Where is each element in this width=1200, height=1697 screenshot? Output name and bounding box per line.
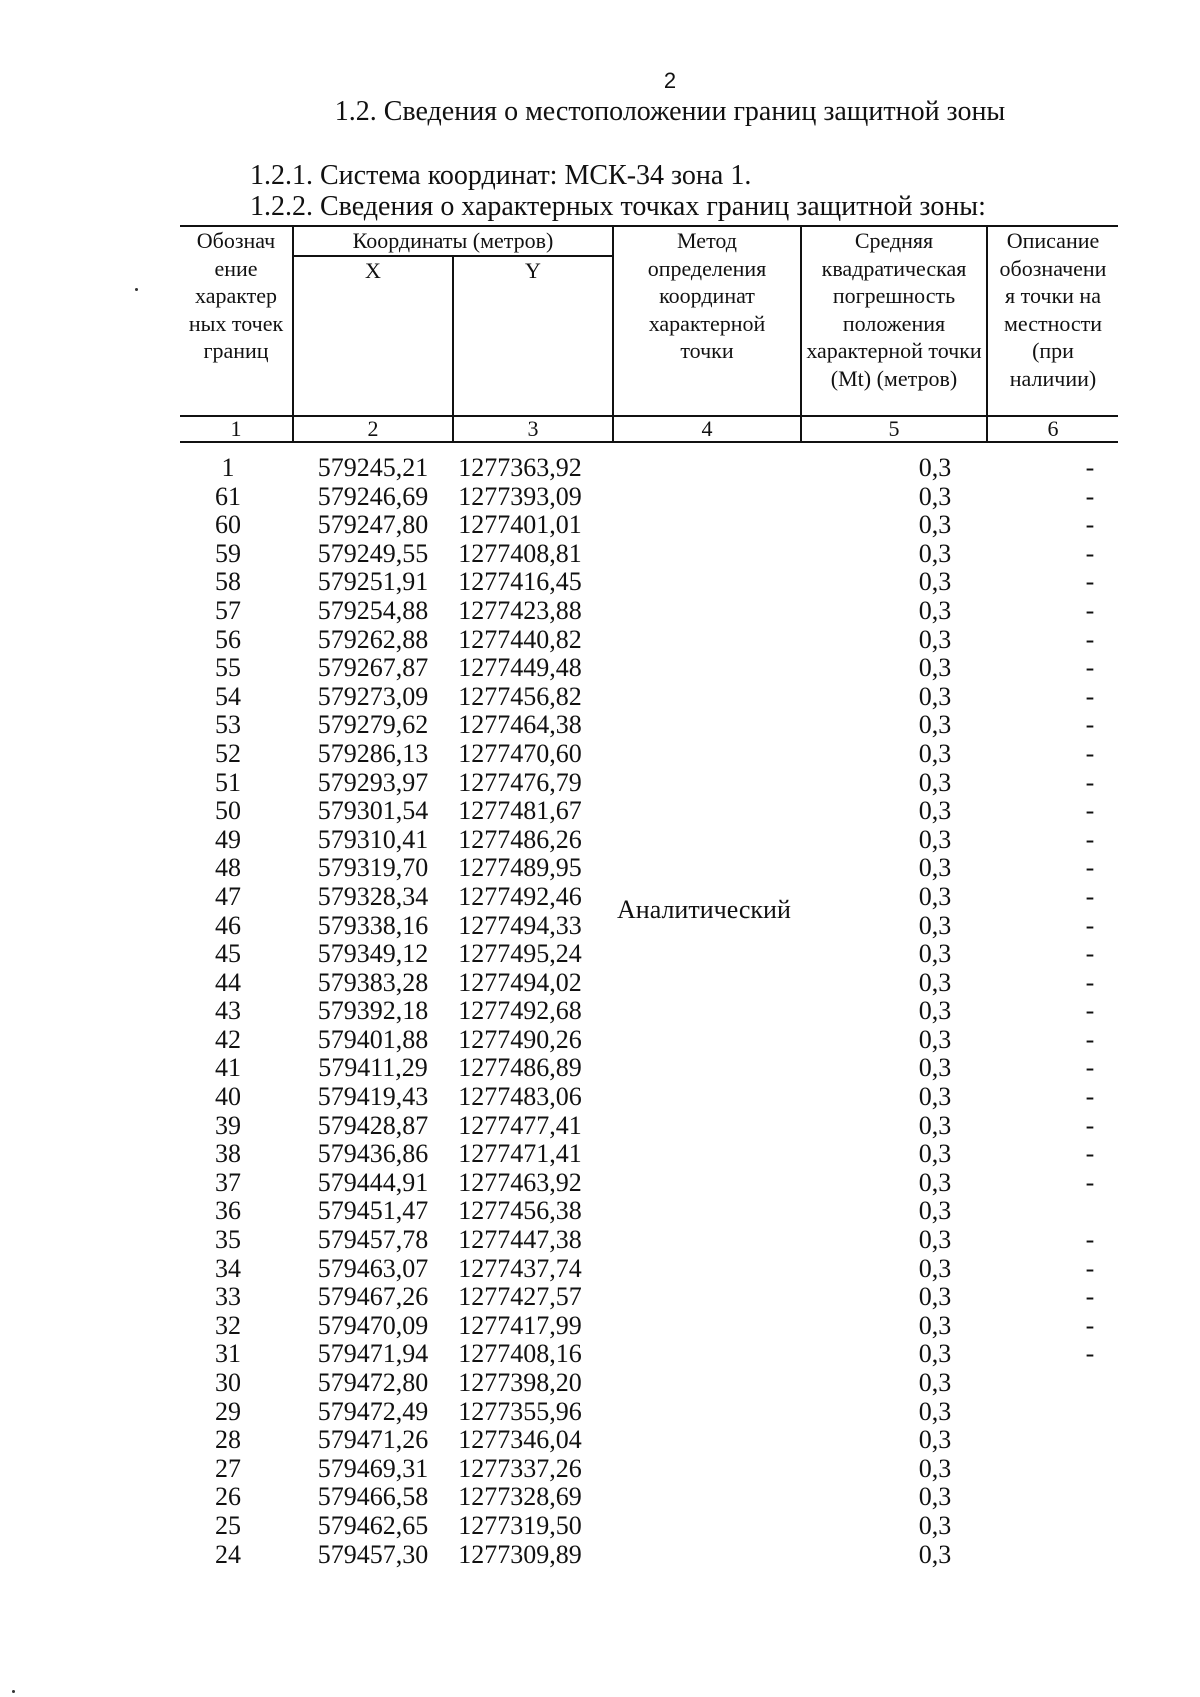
description-cell: -: [1085, 624, 1095, 654]
mean-error-cell: 0,3: [918, 453, 952, 482]
table-row: [180, 1312, 1118, 1341]
y-coordinate-cell: 1277408,81: [458, 538, 582, 568]
table-row: [180, 1455, 1118, 1484]
point-number-cell: 24: [215, 1539, 241, 1569]
y-coordinate-cell: 1277492,46: [458, 881, 582, 911]
mean-error-cell: 0,3: [918, 710, 952, 740]
x-coordinate-cell: 579383,28: [317, 967, 429, 997]
points-heading: 1.2.2. Сведения о характерных точках границ защитной зоны:: [250, 191, 986, 222]
y-coordinate-cell: 1277495,24: [458, 939, 582, 969]
y-coordinate-cell: 1277437,74: [458, 1253, 582, 1283]
description-cell: -: [1085, 853, 1095, 883]
table-row: [180, 854, 1118, 883]
table-row: [180, 1340, 1118, 1369]
point-number-cell: 33: [215, 1282, 241, 1312]
y-coordinate-cell: 1277427,57: [458, 1282, 582, 1312]
table-row: [180, 797, 1118, 826]
table-row: [180, 683, 1118, 712]
x-coordinate-cell: 579310,41: [317, 824, 429, 854]
point-number-cell: 52: [215, 738, 241, 768]
description-cell: -: [1085, 796, 1095, 826]
mean-error-cell: 0,3: [918, 481, 952, 511]
point-number-cell: 36: [215, 1196, 241, 1226]
point-number-cell: 56: [215, 624, 241, 654]
y-coordinate-cell: 1277401,01: [458, 510, 582, 540]
x-coordinate-cell: 579249,55: [317, 538, 429, 568]
description-cell: -: [1085, 1082, 1095, 1112]
table-row: [180, 597, 1118, 626]
mean-error-cell: 0,3: [918, 996, 952, 1026]
x-coordinate-cell: 579457,30: [317, 1539, 429, 1569]
description-cell: -: [1085, 767, 1095, 797]
x-coordinate-cell: 579462,65: [317, 1510, 429, 1540]
point-number-cell: 37: [215, 1167, 241, 1197]
table-row: [180, 1226, 1118, 1255]
point-number-cell: 35: [215, 1225, 241, 1255]
mean-error-cell: 0,3: [918, 1167, 952, 1197]
description-cell: -: [1085, 510, 1095, 540]
point-number-cell: 55: [215, 653, 241, 683]
mean-error-cell: 0,3: [918, 1510, 952, 1540]
point-number-cell: 53: [215, 710, 241, 740]
x-coordinate-cell: 579251,91: [317, 567, 429, 597]
point-number-cell: 58: [215, 567, 241, 597]
point-number-cell: 44: [215, 967, 241, 997]
header-description: Описание обозначени я точки на местности (при наличии): [987, 226, 1118, 416]
point-number-cell: 40: [215, 1082, 241, 1112]
description-cell: -: [1085, 881, 1095, 911]
mean-error-cell: 0,3: [918, 881, 952, 911]
point-number-cell: 1: [221, 453, 235, 482]
mean-error-cell: 0,3: [918, 1310, 952, 1340]
header-method: Метод определения координат характерной точки: [613, 226, 801, 416]
description-cell: -: [1085, 738, 1095, 768]
table-row: [180, 1541, 1118, 1570]
x-coordinate-cell: 579349,12: [317, 939, 429, 969]
table-row: [180, 483, 1118, 512]
x-coordinate-cell: 579469,31: [317, 1453, 429, 1483]
mean-error-cell: 0,3: [918, 567, 952, 597]
description-cell: -: [1085, 1339, 1095, 1369]
description-cell: -: [1085, 1167, 1095, 1197]
y-coordinate-cell: 1277477,41: [458, 1110, 582, 1140]
column-number: 2: [293, 416, 453, 442]
table-row: [180, 1398, 1118, 1427]
table-row: [180, 711, 1118, 740]
column-number: 6: [987, 416, 1118, 442]
x-coordinate-cell: 579301,54: [317, 796, 429, 826]
y-coordinate-cell: 1277355,96: [458, 1396, 582, 1426]
y-coordinate-cell: 1277486,89: [458, 1053, 582, 1083]
description-cell: -: [1085, 481, 1095, 511]
point-number-cell: 48: [215, 853, 241, 883]
mean-error-cell: 0,3: [918, 967, 952, 997]
mean-error-cell: 0,3: [918, 1396, 952, 1426]
table-row: [180, 1255, 1118, 1284]
mean-error-cell: 0,3: [918, 796, 952, 826]
point-number-cell: 25: [215, 1510, 241, 1540]
x-coordinate-cell: 579472,49: [317, 1396, 429, 1426]
table-row: [180, 454, 1118, 483]
y-coordinate-cell: 1277489,95: [458, 853, 582, 883]
x-coordinate-cell: 579392,18: [317, 996, 429, 1026]
y-coordinate-cell: 1277494,02: [458, 967, 582, 997]
mean-error-cell: 0,3: [918, 824, 952, 854]
mean-error-cell: 0,3: [918, 1482, 952, 1512]
x-coordinate-cell: 579470,09: [317, 1310, 429, 1340]
y-coordinate-cell: 1277476,79: [458, 767, 582, 797]
table-row: [180, 1026, 1118, 1055]
column-number: 5: [801, 416, 987, 442]
mean-error-cell: 0,3: [918, 1225, 952, 1255]
y-coordinate-cell: 1277456,38: [458, 1196, 582, 1226]
y-coordinate-cell: 1277483,06: [458, 1082, 582, 1112]
table-body: [180, 454, 1118, 1569]
y-coordinate-cell: 1277456,82: [458, 681, 582, 711]
mean-error-cell: 0,3: [918, 1139, 952, 1169]
table-row: [180, 1112, 1118, 1141]
y-coordinate-cell: 1277481,67: [458, 796, 582, 826]
point-number-cell: 49: [215, 824, 241, 854]
y-coordinate-cell: 1277447,38: [458, 1225, 582, 1255]
mean-error-cell: 0,3: [918, 910, 952, 940]
table-row: [180, 1140, 1118, 1169]
mean-error-cell: 0,3: [918, 510, 952, 540]
y-coordinate-cell: 1277464,38: [458, 710, 582, 740]
mean-error-cell: 0,3: [918, 681, 952, 711]
point-number-cell: 34: [215, 1253, 241, 1283]
x-coordinate-cell: 579411,29: [318, 1053, 428, 1083]
table-row: [180, 1054, 1118, 1083]
scan-speck-bottom: [12, 1690, 15, 1693]
method-value: Аналитический: [617, 895, 791, 924]
y-coordinate-cell: 1277337,26: [458, 1453, 582, 1483]
point-number-cell: 59: [215, 538, 241, 568]
y-coordinate-cell: 1277440,82: [458, 624, 582, 654]
point-number-cell: 30: [215, 1368, 241, 1397]
table-row: [180, 997, 1118, 1026]
description-cell: -: [1085, 967, 1095, 997]
x-coordinate-cell: 579262,88: [317, 624, 429, 654]
table-row: [180, 1169, 1118, 1198]
mean-error-cell: 0,3: [918, 653, 952, 683]
table-row: [180, 568, 1118, 597]
header-x: X: [293, 256, 453, 416]
y-coordinate-cell: 1277309,89: [458, 1539, 582, 1569]
description-cell: -: [1085, 939, 1095, 969]
description-cell: -: [1085, 996, 1095, 1026]
table-row: [180, 769, 1118, 798]
table-row: [180, 1083, 1118, 1112]
point-number-cell: 45: [215, 939, 241, 969]
table-header: [180, 225, 1118, 443]
y-coordinate-cell: 1277416,45: [458, 567, 582, 597]
x-coordinate-cell: 579419,43: [317, 1082, 429, 1112]
column-number: 3: [453, 416, 613, 442]
y-coordinate-cell: 1277328,69: [458, 1482, 582, 1512]
point-number-cell: 54: [215, 681, 241, 711]
mean-error-cell: 0,3: [918, 1425, 952, 1455]
point-number-cell: 41: [215, 1053, 241, 1083]
x-coordinate-cell: 579247,80: [317, 510, 429, 540]
y-coordinate-cell: 1277363,92: [458, 453, 582, 482]
x-coordinate-cell: 579466,58: [317, 1482, 429, 1512]
x-coordinate-cell: 579338,16: [317, 910, 429, 940]
y-coordinate-cell: 1277492,68: [458, 996, 582, 1026]
x-coordinate-cell: 579463,07: [317, 1253, 429, 1283]
point-number-cell: 27: [215, 1453, 241, 1483]
y-coordinate-cell: 1277408,16: [458, 1339, 582, 1369]
description-cell: -: [1085, 710, 1095, 740]
x-coordinate-cell: 579319,70: [317, 853, 429, 883]
table-row: [180, 1283, 1118, 1312]
point-number-cell: 28: [215, 1425, 241, 1455]
point-number-cell: 43: [215, 996, 241, 1026]
y-coordinate-cell: 1277470,60: [458, 738, 582, 768]
description-cell: -: [1085, 538, 1095, 568]
y-coordinate-cell: 1277494,33: [458, 910, 582, 940]
mean-error-cell: 0,3: [918, 1339, 952, 1369]
table-row: [180, 626, 1118, 655]
mean-error-cell: 0,3: [918, 1024, 952, 1054]
table-row: [180, 1483, 1118, 1512]
table-row: [180, 740, 1118, 769]
y-coordinate-cell: 1277417,99: [458, 1310, 582, 1340]
y-coordinate-cell: 1277449,48: [458, 653, 582, 683]
mean-error-cell: 0,3: [918, 853, 952, 883]
description-cell: -: [1085, 1310, 1095, 1340]
mean-error-cell: 0,3: [918, 624, 952, 654]
x-coordinate-cell: 579246,69: [317, 481, 429, 511]
x-coordinate-cell: 579451,47: [317, 1196, 429, 1226]
point-number-cell: 31: [215, 1339, 241, 1369]
header-mean-error: Средняя квадратическая погрешность положения характерной точки (Mt) (метров): [801, 226, 987, 416]
description-cell: -: [1085, 1053, 1095, 1083]
description-cell: -: [1085, 1139, 1095, 1169]
x-coordinate-cell: 579457,78: [317, 1225, 429, 1255]
description-cell: -: [1085, 824, 1095, 854]
mean-error-cell: 0,3: [918, 1110, 952, 1140]
description-cell: -: [1085, 910, 1095, 940]
y-coordinate-cell: 1277398,20: [458, 1368, 582, 1397]
point-number-cell: 46: [215, 910, 241, 940]
point-number-cell: 32: [215, 1310, 241, 1340]
table-row: [180, 1197, 1118, 1226]
y-coordinate-cell: 1277393,09: [458, 481, 582, 511]
x-coordinate-cell: 579467,26: [317, 1282, 429, 1312]
mean-error-cell: 0,3: [918, 1082, 952, 1112]
mean-error-cell: 0,3: [918, 1453, 952, 1483]
table-row: [180, 540, 1118, 569]
point-number-cell: 61: [215, 481, 241, 511]
scan-speck-left: [135, 288, 138, 291]
point-number-cell: 50: [215, 796, 241, 826]
mean-error-cell: 0,3: [918, 1539, 952, 1569]
mean-error-cell: 0,3: [918, 538, 952, 568]
y-coordinate-cell: 1277486,26: [458, 824, 582, 854]
table-row: [180, 969, 1118, 998]
point-number-cell: 51: [215, 767, 241, 797]
mean-error-cell: 0,3: [918, 1282, 952, 1312]
x-coordinate-cell: 579245,21: [317, 453, 429, 482]
point-number-cell: 39: [215, 1110, 241, 1140]
x-coordinate-cell: 579472,80: [317, 1368, 429, 1397]
description-cell: -: [1085, 1024, 1095, 1054]
mean-error-cell: 0,3: [918, 767, 952, 797]
point-number-cell: 57: [215, 595, 241, 625]
x-coordinate-cell: 579267,87: [317, 653, 429, 683]
description-cell: -: [1085, 653, 1095, 683]
y-coordinate-cell: 1277463,92: [458, 1167, 582, 1197]
point-number-cell: 47: [215, 881, 241, 911]
table-row: [180, 511, 1118, 540]
x-coordinate-cell: 579471,94: [317, 1339, 429, 1369]
y-coordinate-cell: 1277423,88: [458, 595, 582, 625]
table-row: [180, 1369, 1118, 1398]
mean-error-cell: 0,3: [918, 1368, 952, 1397]
x-coordinate-cell: 579293,97: [317, 767, 429, 797]
y-coordinate-cell: 1277490,26: [458, 1024, 582, 1054]
x-coordinate-cell: 579286,13: [317, 738, 429, 768]
y-coordinate-cell: 1277346,04: [458, 1425, 582, 1455]
table-row: [180, 940, 1118, 969]
point-number-cell: 29: [215, 1396, 241, 1426]
mean-error-cell: 0,3: [918, 1253, 952, 1283]
x-coordinate-cell: 579279,62: [317, 710, 429, 740]
mean-error-cell: 0,3: [918, 738, 952, 768]
page-number: 2: [663, 68, 677, 93]
description-cell: -: [1085, 1282, 1095, 1312]
header-y: Y: [453, 256, 613, 416]
x-coordinate-cell: 579436,86: [317, 1139, 429, 1169]
column-number: 1: [180, 416, 293, 442]
x-coordinate-cell: 579471,26: [317, 1425, 429, 1455]
x-coordinate-cell: 579444,91: [317, 1167, 429, 1197]
description-cell: -: [1085, 567, 1095, 597]
x-coordinate-cell: 579254,88: [317, 595, 429, 625]
point-number-cell: 38: [215, 1139, 241, 1169]
table-row: [180, 1512, 1118, 1541]
description-cell: -: [1085, 1110, 1095, 1140]
section-title: 1.2. Сведения о местоположении границ защитной зоны: [334, 96, 1006, 127]
table-row: [180, 1426, 1118, 1455]
x-coordinate-cell: 579401,88: [317, 1024, 429, 1054]
y-coordinate-cell: 1277471,41: [458, 1139, 582, 1169]
description-cell: -: [1085, 1225, 1095, 1255]
description-cell: -: [1085, 681, 1095, 711]
mean-error-cell: 0,3: [918, 1053, 952, 1083]
x-coordinate-cell: 579273,09: [317, 681, 429, 711]
point-number-cell: 60: [215, 510, 241, 540]
description-cell: -: [1085, 595, 1095, 625]
column-number: 4: [613, 416, 801, 442]
table-row: [180, 654, 1118, 683]
header-point-designation: Обознач ение характер ных точек границ: [180, 226, 293, 416]
table-row: [180, 826, 1118, 855]
coordinate-system-line: 1.2.1. Система координат: МСК-34 зона 1.: [250, 160, 752, 191]
x-coordinate-cell: 579328,34: [317, 881, 429, 911]
description-cell: -: [1085, 453, 1095, 482]
x-coordinate-cell: 579428,87: [317, 1110, 429, 1140]
mean-error-cell: 0,3: [918, 939, 952, 969]
description-cell: -: [1085, 1253, 1095, 1283]
mean-error-cell: 0,3: [918, 595, 952, 625]
mean-error-cell: 0,3: [918, 1196, 952, 1226]
point-number-cell: 26: [215, 1482, 241, 1512]
point-number-cell: 42: [215, 1024, 241, 1054]
header-coordinates: Координаты (метров): [293, 226, 613, 256]
y-coordinate-cell: 1277319,50: [458, 1510, 582, 1540]
